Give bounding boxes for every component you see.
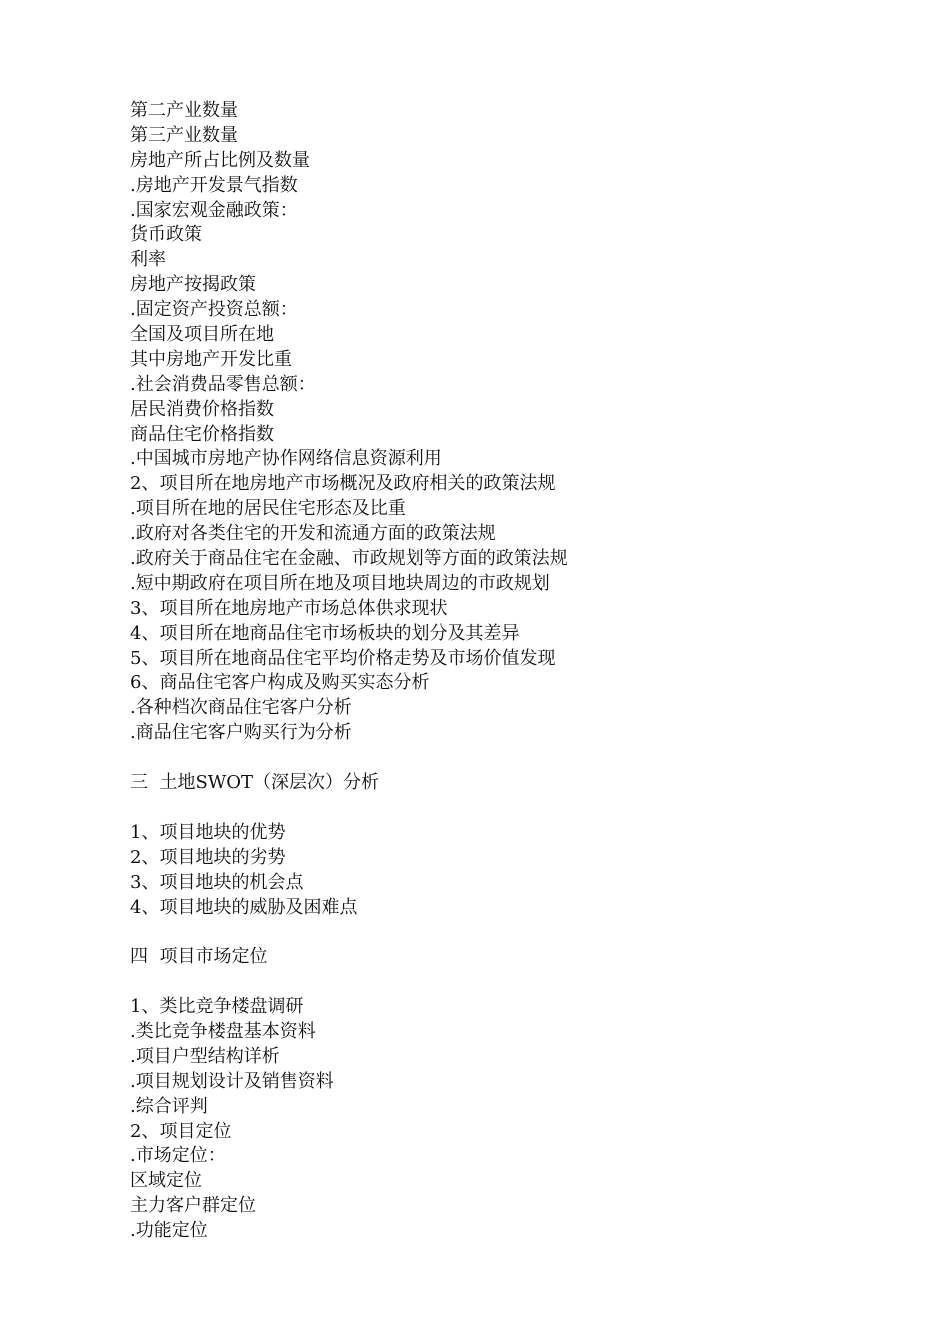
text-line: .市场定位： (130, 1145, 226, 1167)
text-line: 2、项目定位 (130, 1120, 232, 1142)
blank-line (130, 746, 890, 771)
text-line: .中国城市房地产协作网络信息资源利用 (130, 448, 442, 470)
text-line: .综合评判 (130, 1095, 208, 1117)
text-line: .政府对各类住宅的开发和流通方面的政策法规 (130, 523, 496, 545)
text-line: 其中房地产开发比重 (130, 348, 292, 370)
text-line: .各种档次商品住宅客户分析 (130, 697, 352, 719)
text-line: 3、项目地块的机会点 (130, 871, 304, 893)
text-line: 房地产所占比例及数量 (130, 149, 310, 171)
text-line: 3、项目所在地房地产市场总体供求现状 (130, 597, 448, 619)
text-line: 4、项目所在地商品住宅市场板块的划分及其差异 (130, 622, 520, 644)
text-line: .房地产开发景气指数 (130, 174, 298, 196)
text-line: 1、项目地块的优势 (130, 821, 286, 843)
blank-line (130, 920, 890, 945)
text-line: 2、项目所在地房地产市场概况及政府相关的政策法规 (130, 473, 556, 495)
text-line: 第二产业数量 (130, 100, 238, 121)
text-line: 全国及项目所在地 (130, 324, 274, 346)
text-line: 2、项目地块的劣势 (130, 846, 286, 868)
document-body (130, 99, 890, 1244)
text-line: .政府关于商品住宅在金融、市政规划等方面的政策法规 (130, 548, 568, 570)
text-line: 利率 (130, 249, 166, 271)
text-line: .短中期政府在项目所在地及项目地块周边的市政规划 (130, 572, 550, 594)
text-line: .项目所在地的居民住宅形态及比重 (130, 498, 406, 520)
text-line: 主力客户群定位 (130, 1195, 256, 1217)
text-line: 商品住宅价格指数 (130, 423, 274, 445)
text-line: 1、类比竞争楼盘调研 (130, 996, 304, 1018)
blank-line (130, 796, 890, 821)
text-line: 第三产业数量 (130, 124, 238, 146)
section-heading-positioning: 四 项目市场定位 (130, 946, 268, 968)
text-line: .项目规划设计及销售资料 (130, 1070, 334, 1092)
text-line: 货币政策 (130, 224, 202, 246)
text-line: .商品住宅客户购买行为分析 (130, 722, 352, 744)
text-line: 居民消费价格指数 (130, 398, 274, 420)
section-heading-swot: 三 土地SWOT（深层次）分析 (130, 772, 380, 794)
text-line: .项目户型结构详析 (130, 1045, 280, 1067)
text-line: 4、项目地块的威胁及困难点 (130, 896, 358, 918)
text-line: .国家宏观金融政策： (130, 199, 298, 221)
text-line: .固定资产投资总额： (130, 299, 298, 321)
text-line: .社会消费品零售总额： (130, 373, 316, 395)
text-line: 房地产按揭政策 (130, 274, 256, 296)
text-line: .类比竞争楼盘基本资料 (130, 1020, 316, 1042)
text-line: 6、商品住宅客户构成及购买实态分析 (130, 672, 430, 694)
text-line: 5、项目所在地商品住宅平均价格走势及市场价值发现 (130, 647, 556, 669)
blank-line (130, 970, 890, 995)
text-line: 区域定位 (130, 1170, 202, 1192)
text-line: .功能定位 (130, 1220, 208, 1242)
